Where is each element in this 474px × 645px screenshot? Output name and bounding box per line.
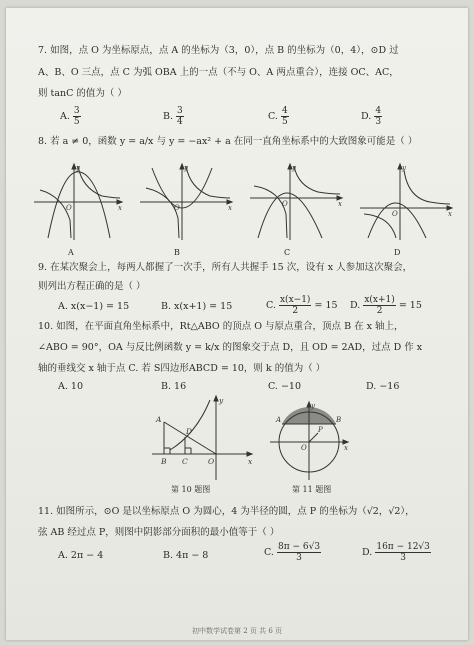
q8-label-c: C bbox=[284, 248, 291, 257]
fig11-label-p: P bbox=[318, 426, 323, 434]
q8-b-y-label: y bbox=[184, 164, 188, 172]
q8-c-x-label: x bbox=[338, 200, 342, 208]
q11-option-b: B. 4π − 8 bbox=[163, 550, 209, 561]
fig10-label-o: O bbox=[208, 457, 215, 466]
fig10-diagram bbox=[146, 394, 258, 482]
q10-line2: ∠ABO = 90°，OA 与反比例函数 y = k/x 的图象交于点 D，且 OD = 2AD，过点 D 作 x bbox=[38, 342, 423, 353]
q7-line3: 则 tanC 的值为（ ） bbox=[38, 88, 127, 99]
q11-line1: 11. 如图所示，⊙O 是以坐标原点 O 为圆心，4 为半径的圆，点 P 的坐标为（√2，√2）， bbox=[38, 506, 415, 517]
q9-option-a: A. x(x−1) = 15 bbox=[58, 301, 130, 312]
q8-d-x-label: x bbox=[448, 210, 452, 218]
q9-line2: 则列出方程正确的是（ ） bbox=[38, 281, 146, 292]
q8-d-o-label: O bbox=[392, 210, 398, 218]
q11-option-d: D. $\frac{16\pi - 12√3}{3}$ bbox=[362, 542, 430, 563]
q8-b-o-label: O bbox=[174, 204, 180, 212]
fig10-label-x: x bbox=[248, 457, 253, 466]
q8-text: 8. 若 a ≠ 0，函数 y = a/x 与 y = −ax² + a 在同一直角坐标系中的大致图象可能是（ ） bbox=[38, 136, 418, 147]
q11-option-a: A. 2π − 4 bbox=[58, 550, 104, 561]
fig11-label-x: x bbox=[344, 444, 348, 452]
q8-a-y-label: y bbox=[76, 164, 80, 172]
q9-line1: 9. 在某次聚会上，每两人都握了一次手，所有人共握手 15 次，设有 x 人参加这次聚会， bbox=[38, 262, 413, 273]
q7-line2: A、B、O 三点，点 C 为弧 OBA 上的一点（不与 O、A 两点重合），连接 OC、AC， bbox=[38, 67, 399, 78]
q8-label-d: D bbox=[394, 248, 401, 257]
q8-graph-c bbox=[250, 164, 342, 240]
q8-c-y-label: y bbox=[292, 164, 296, 172]
q7-option-d: D. $\frac{4}{3}$ bbox=[361, 106, 382, 127]
q8-label-a: A bbox=[68, 248, 74, 257]
q9-option-b: B. x(x+1) = 15 bbox=[161, 301, 233, 312]
q8-label-b: B bbox=[174, 248, 180, 257]
q8-graph-d bbox=[360, 164, 452, 240]
exam-page bbox=[6, 8, 468, 640]
q10-line3: 轴的垂线交 x 轴于点 C. 若 S四边形ABCD = 10，则 k 的值为（ ） bbox=[38, 363, 326, 374]
q7-option-a: A. $\frac{3}{5}$ bbox=[60, 106, 80, 127]
fig10-label-d: D bbox=[186, 427, 193, 436]
fig11-label-y: y bbox=[311, 402, 315, 410]
page-footer: 初中数学试卷第 2 页 共 6 页 bbox=[191, 627, 283, 635]
q10-line1: 10. 如图，在平面直角坐标系中，Rt△ABO 的顶点 O 与原点重合，顶点 B 在 x 轴上， bbox=[38, 321, 404, 332]
q8-graph-b bbox=[140, 164, 232, 240]
q8-graph-a bbox=[34, 164, 122, 240]
fig10-label-b: B bbox=[161, 457, 167, 466]
fig10-caption: 第 10 题图 bbox=[171, 485, 211, 494]
q7-option-c: C. $\frac{4}{5}$ bbox=[268, 106, 288, 127]
q8-a-x-label: x bbox=[118, 204, 122, 212]
q7-option-b: B. $\frac{3}{4}$ bbox=[163, 106, 183, 127]
q7-line1: 7. 如图，点 O 为坐标原点，点 A 的坐标为（3，0），点 B 的坐标为（0，4），⊙D 过 bbox=[38, 45, 399, 56]
fig11-diagram bbox=[268, 400, 350, 482]
q10-option-a: A. 10 bbox=[58, 381, 83, 392]
q8-graphs bbox=[22, 158, 462, 250]
fig11-label-b: B bbox=[336, 416, 342, 424]
fig11-caption: 第 11 题图 bbox=[292, 485, 332, 494]
fig10-label-a: A bbox=[156, 415, 162, 424]
q9-option-c: C. $\frac{x(x-1)}{2}$ = 15 bbox=[266, 295, 338, 316]
q8-c-o-label: O bbox=[282, 200, 288, 208]
fig10-label-c: C bbox=[182, 457, 188, 466]
q10-option-d: D. −16 bbox=[366, 381, 400, 392]
q10-option-b: B. 16 bbox=[161, 381, 187, 392]
q10-option-c: C. −10 bbox=[268, 381, 302, 392]
q8-a-o-label: O bbox=[66, 204, 72, 212]
fig11-label-a: A bbox=[276, 416, 282, 424]
q11-line2: 弦 AB 经过点 P，则图中阴影部分面积的最小值等于（ ） bbox=[38, 527, 280, 538]
fig10-label-y: y bbox=[219, 396, 224, 405]
q9-option-d: D. $\frac{x(x+1)}{2}$ = 15 bbox=[350, 295, 422, 316]
q8-d-y-label: y bbox=[402, 164, 406, 172]
q8-b-x-label: x bbox=[228, 204, 232, 212]
q11-option-c: C. $\frac{8\pi - 6√3}{3}$ bbox=[264, 542, 321, 563]
fig11-label-o: O bbox=[301, 444, 307, 452]
